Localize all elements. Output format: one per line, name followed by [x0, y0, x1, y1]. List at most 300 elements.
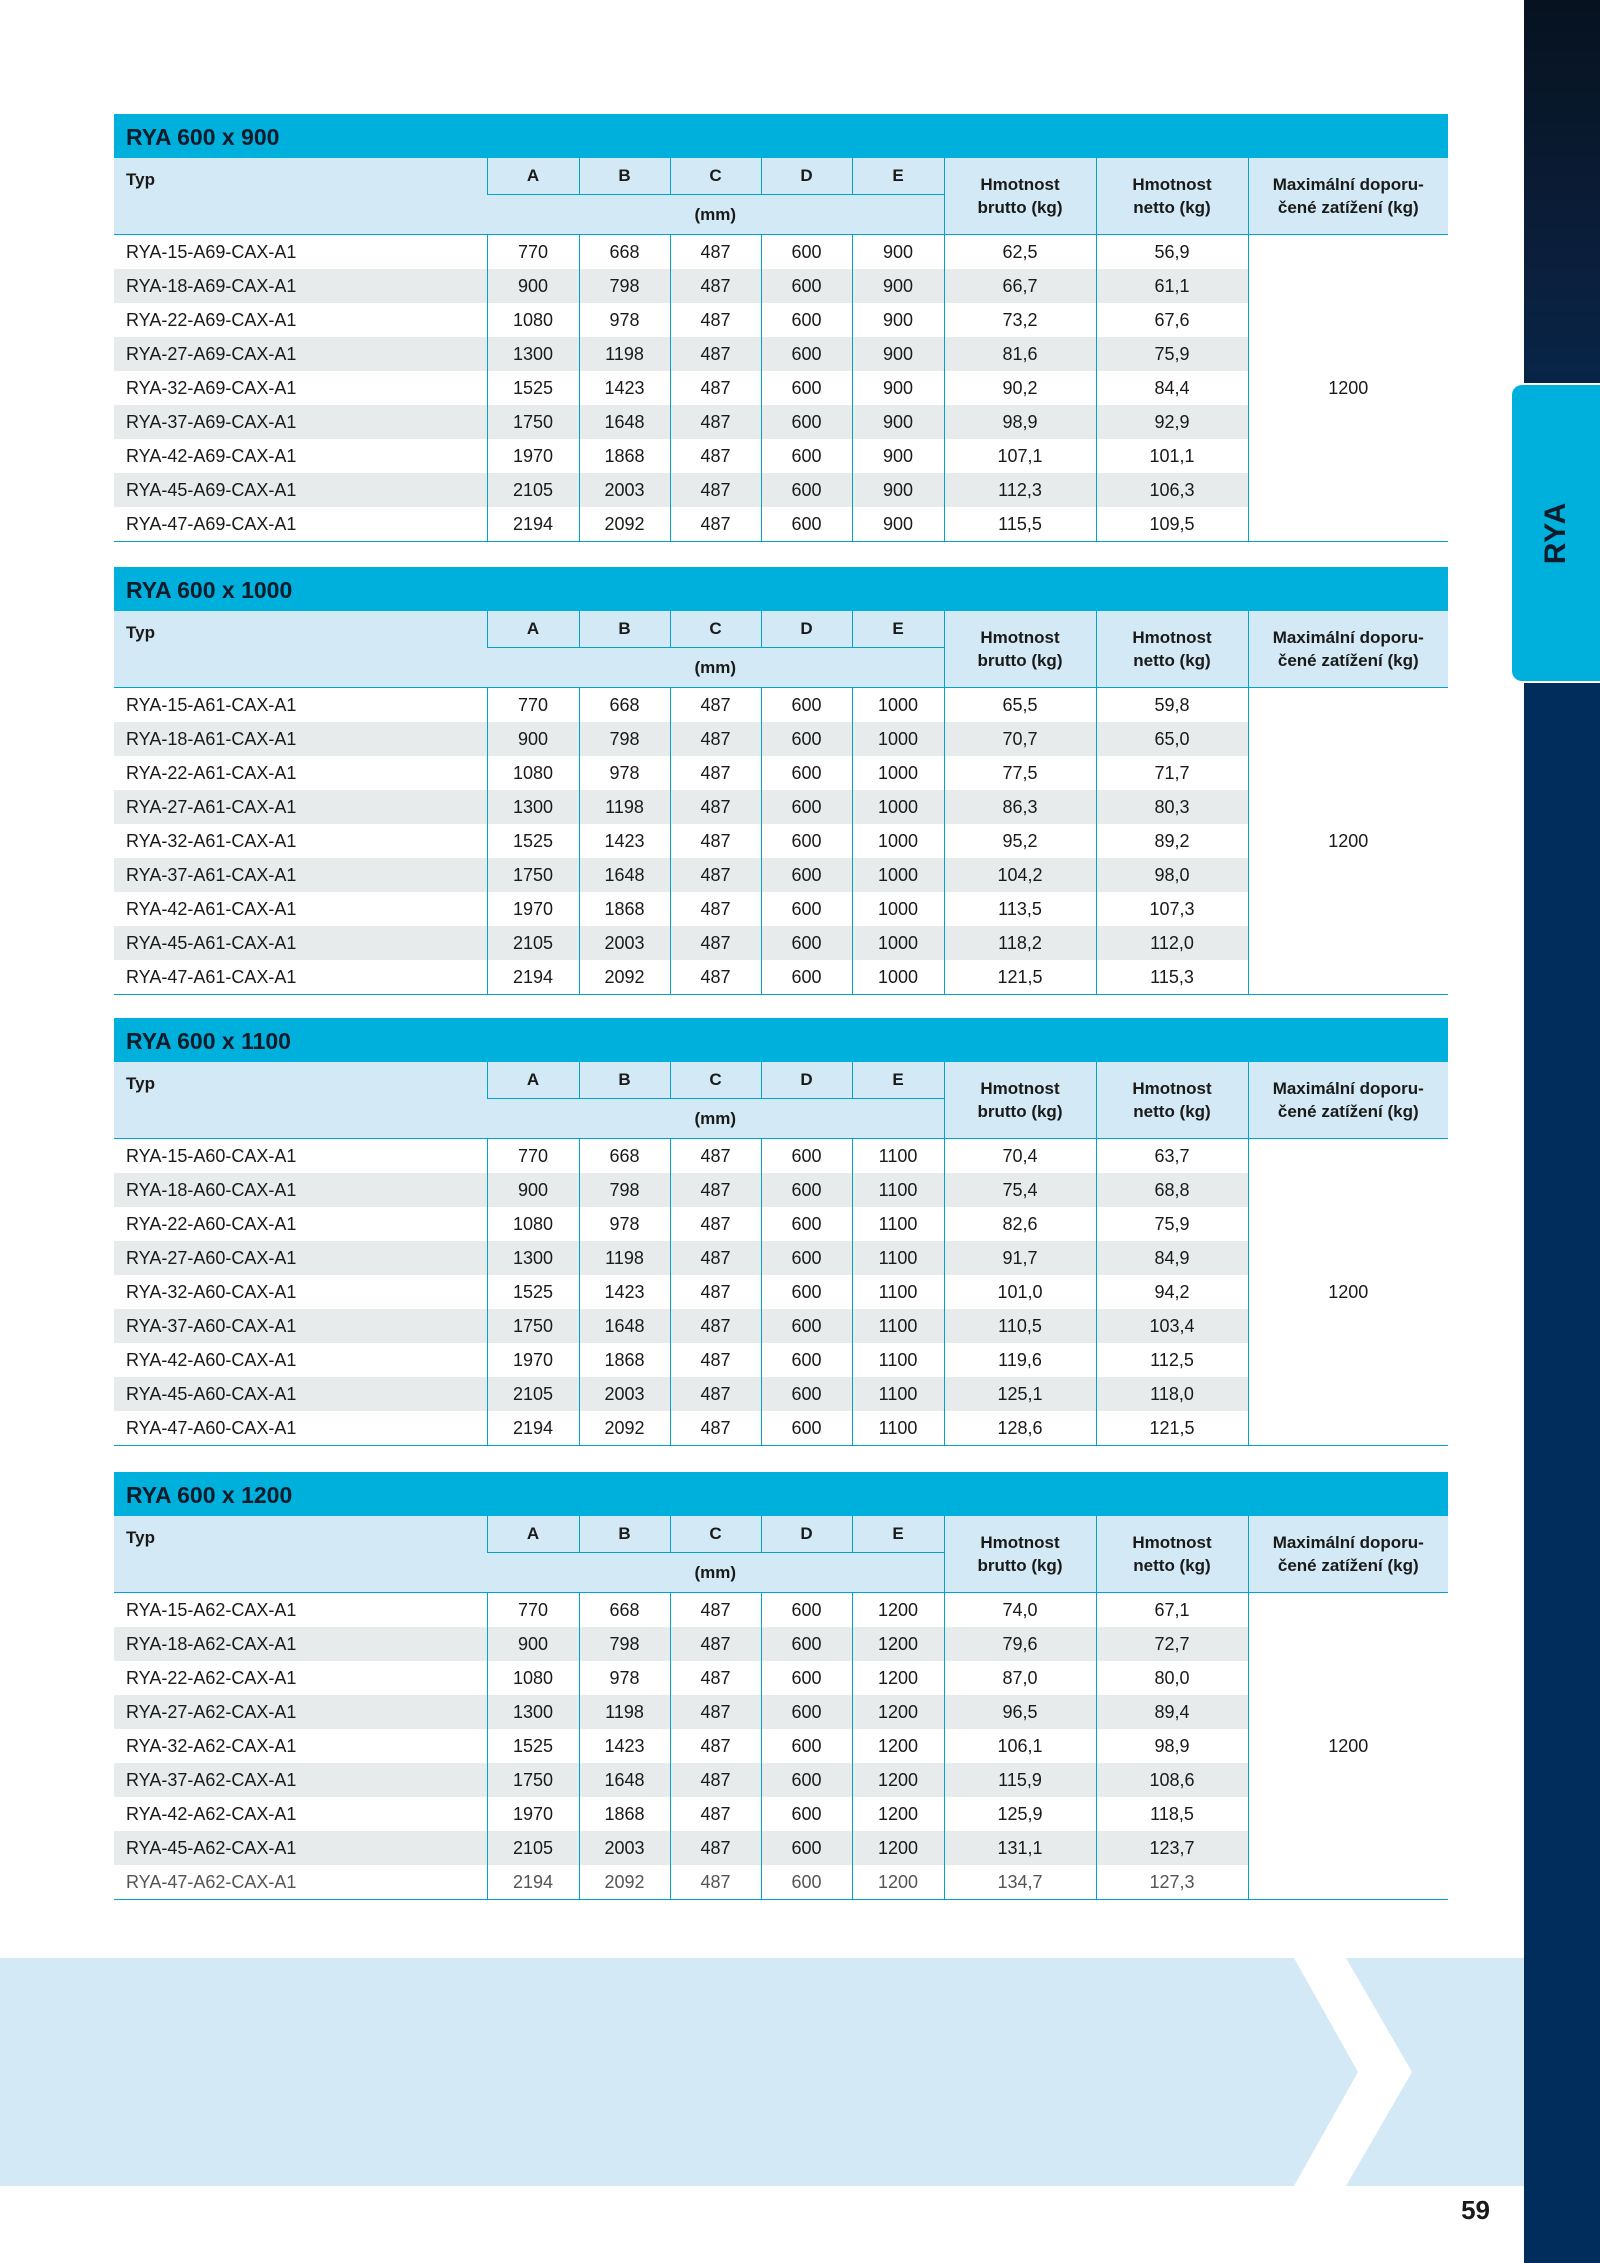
table-cell: 109,5 [1096, 507, 1248, 542]
table-cell: 118,0 [1096, 1377, 1248, 1411]
col-header-brutto [944, 611, 1096, 688]
table-row [114, 1343, 1448, 1377]
col-header-c: C [670, 611, 761, 648]
table-cell: 600 [761, 1763, 852, 1797]
table-cell: 1200 [852, 1729, 944, 1763]
table-cell: 600 [761, 1593, 852, 1628]
table-cell: 1200 [852, 1627, 944, 1661]
col-header-c: C [670, 1062, 761, 1099]
cell-type: RYA-47-A61-CAX-A1 [114, 960, 487, 995]
col-header-typ: Typ [114, 1062, 487, 1139]
col-header-brutto-line: Hmotnost [980, 1079, 1060, 1098]
table-cell: 900 [852, 405, 944, 439]
col-header-typ: Typ [114, 611, 487, 688]
table-cell: 600 [761, 1411, 852, 1446]
table-cell: 1300 [487, 337, 579, 371]
table-row [114, 1763, 1448, 1797]
col-header-max-load-line: Maximální doporu- [1272, 1079, 1424, 1098]
table-row [114, 1627, 1448, 1661]
table-cell: 118,5 [1096, 1797, 1248, 1831]
table-cell: 113,5 [944, 892, 1096, 926]
table-cell: 86,3 [944, 790, 1096, 824]
table-cell: 107,1 [944, 439, 1096, 473]
table-cell: 1970 [487, 892, 579, 926]
table-cell: 600 [761, 1797, 852, 1831]
table-cell: 73,2 [944, 303, 1096, 337]
table-cell: 1970 [487, 1343, 579, 1377]
table-cell: 82,6 [944, 1207, 1096, 1241]
table-cell: 798 [579, 1173, 670, 1207]
header-row [114, 1062, 1448, 1099]
table-cell: 600 [761, 926, 852, 960]
table-cell: 600 [761, 1695, 852, 1729]
col-header-max-load-line: Maximální doporu- [1272, 628, 1424, 647]
table-cell: 96,5 [944, 1695, 1096, 1729]
table-row [114, 1729, 1448, 1763]
cell-type: RYA-45-A60-CAX-A1 [114, 1377, 487, 1411]
table-cell: 1750 [487, 1309, 579, 1343]
table-cell: 1300 [487, 790, 579, 824]
table-cell: 101,1 [1096, 439, 1248, 473]
table-cell: 61,1 [1096, 269, 1248, 303]
table-cell: 1423 [579, 1275, 670, 1309]
col-header-d: D [761, 611, 852, 648]
table-cell: 487 [670, 1275, 761, 1309]
table-cell: 600 [761, 303, 852, 337]
cell-type: RYA-15-A62-CAX-A1 [126, 1599, 297, 1620]
table-cell: 1200 [852, 1593, 944, 1628]
spec-table-block [114, 567, 1448, 995]
table-row [114, 824, 1448, 858]
table-cell: 1198 [579, 790, 670, 824]
section-tab-label: RYA [1539, 501, 1572, 565]
table-cell: 600 [761, 1207, 852, 1241]
unit-label: (mm) [487, 1099, 944, 1139]
table-cell: 487 [670, 790, 761, 824]
table-cell: 600 [761, 688, 852, 723]
table-cell: 487 [670, 1593, 761, 1628]
max-load-cell: 1200 [1248, 688, 1448, 995]
table-row [114, 1593, 1448, 1628]
table-cell: 75,4 [944, 1173, 1096, 1207]
col-header-b: B [579, 1516, 670, 1553]
table-cell: 600 [761, 1139, 852, 1174]
table-cell: 770 [487, 1139, 579, 1174]
table-cell: 62,5 [944, 235, 1096, 270]
cell-type: RYA-32-A60-CAX-A1 [126, 1281, 297, 1302]
table-cell: 1100 [852, 1343, 944, 1377]
table-cell: 1080 [487, 303, 579, 337]
table-cell: 900 [487, 722, 579, 756]
cell-type: RYA-42-A60-CAX-A1 [126, 1349, 297, 1370]
table-cell: 66,7 [944, 269, 1096, 303]
table-cell: 2194 [487, 507, 579, 542]
table-cell: 1200 [852, 1831, 944, 1865]
table-cell: 110,5 [944, 1309, 1096, 1343]
table-cell: 600 [761, 1173, 852, 1207]
table-cell: 1100 [852, 1241, 944, 1275]
table-cell: 600 [761, 405, 852, 439]
table-cell: 65,5 [944, 688, 1096, 723]
table-cell: 112,5 [1096, 1343, 1248, 1377]
col-header-max-load [1248, 1516, 1448, 1593]
table-cell: 106,3 [1096, 473, 1248, 507]
col-header-max-load-line: čené zatížení (kg) [1277, 651, 1419, 670]
table-title: RYA 600 x 1100 [114, 1018, 1448, 1062]
table-cell: 1868 [579, 439, 670, 473]
table-title: RYA 600 x 1200 [114, 1472, 1448, 1516]
col-header-max-load [1248, 1062, 1448, 1139]
table-cell: 59,8 [1096, 688, 1248, 723]
table-cell: 1100 [852, 1377, 944, 1411]
table-cell: 600 [761, 507, 852, 542]
table-row [114, 1207, 1448, 1241]
cell-type: RYA-18-A69-CAX-A1 [114, 269, 487, 303]
page-number: 59 [1461, 2195, 1490, 2225]
cell-type: RYA-22-A62-CAX-A1 [126, 1667, 297, 1688]
table-cell: 487 [670, 439, 761, 473]
unit-label: (mm) [487, 1553, 944, 1593]
table-cell: 2003 [579, 1377, 670, 1411]
table-cell: 1000 [852, 688, 944, 723]
table-cell: 89,2 [1096, 824, 1248, 858]
table-cell: 2092 [579, 1411, 670, 1446]
table-cell: 1100 [852, 1411, 944, 1446]
table-cell: 2092 [579, 960, 670, 995]
table-cell: 1000 [852, 858, 944, 892]
header-row [114, 611, 1448, 648]
table-cell: 1200 [852, 1695, 944, 1729]
table-cell: 487 [670, 926, 761, 960]
table-cell: 106,1 [944, 1729, 1096, 1763]
table-cell: 65,0 [1096, 722, 1248, 756]
table-cell: 900 [487, 269, 579, 303]
table-cell: 1525 [487, 1275, 579, 1309]
col-header-max-load-line: čené zatížení (kg) [1277, 198, 1419, 217]
table-cell: 84,4 [1096, 371, 1248, 405]
table-cell: 1100 [852, 1173, 944, 1207]
table-cell: 487 [670, 722, 761, 756]
cell-type: RYA-47-A60-CAX-A1 [114, 1411, 487, 1446]
table-cell: 600 [761, 1627, 852, 1661]
table-cell: 1525 [487, 1729, 579, 1763]
table-cell: 487 [670, 824, 761, 858]
col-header-netto-line: Hmotnost [1132, 1079, 1212, 1098]
table-cell: 127,3 [1096, 1865, 1248, 1900]
table-cell: 600 [761, 269, 852, 303]
table-row [114, 269, 1448, 303]
table-cell: 600 [761, 756, 852, 790]
table-cell: 900 [852, 303, 944, 337]
table-cell: 600 [761, 1729, 852, 1763]
table-cell: 487 [670, 1729, 761, 1763]
table-cell: 98,0 [1096, 858, 1248, 892]
table-row [114, 1275, 1448, 1309]
table-cell: 2105 [487, 473, 579, 507]
table-cell: 487 [670, 1831, 761, 1865]
table-cell: 1970 [487, 1797, 579, 1831]
table-cell: 72,7 [1096, 1627, 1248, 1661]
table-cell: 1100 [852, 1139, 944, 1174]
col-header-netto-line: Hmotnost [1132, 175, 1212, 194]
table-cell: 900 [852, 507, 944, 542]
table-cell: 487 [670, 1627, 761, 1661]
cell-type: RYA-45-A61-CAX-A1 [114, 926, 487, 960]
table-cell: 798 [579, 269, 670, 303]
table-row [114, 1377, 1448, 1411]
table-cell: 84,9 [1096, 1241, 1248, 1275]
table-cell: 1423 [579, 371, 670, 405]
cell-type: RYA-27-A61-CAX-A1 [114, 790, 487, 824]
cell-type: RYA-15-A69-CAX-A1 [126, 241, 297, 262]
table-cell: 1750 [487, 1763, 579, 1797]
table-cell: 68,8 [1096, 1173, 1248, 1207]
spec-table [114, 158, 1448, 542]
table-cell: 600 [761, 1343, 852, 1377]
table-row [114, 1411, 1448, 1446]
cell-type: RYA-45-A62-CAX-A1 [114, 1831, 487, 1865]
table-cell: 123,7 [1096, 1831, 1248, 1865]
table-cell: 487 [670, 337, 761, 371]
cell-type: RYA-15-A61-CAX-A1 [126, 694, 297, 715]
table-cell: 600 [761, 858, 852, 892]
table-cell: 1970 [487, 439, 579, 473]
col-header-netto-line: netto (kg) [1133, 1556, 1211, 1575]
table-cell: 1868 [579, 1797, 670, 1831]
table-cell: 487 [670, 303, 761, 337]
col-header-c: C [670, 1516, 761, 1553]
cell-type: RYA-18-A62-CAX-A1 [114, 1627, 487, 1661]
table-cell: 1423 [579, 1729, 670, 1763]
table-cell: 125,9 [944, 1797, 1096, 1831]
table-cell: 668 [579, 688, 670, 723]
spec-table-block [114, 1018, 1448, 1446]
table-cell: 1000 [852, 790, 944, 824]
table-cell: 600 [761, 371, 852, 405]
table-row [114, 1241, 1448, 1275]
table-cell: 80,0 [1096, 1661, 1248, 1695]
table-cell: 487 [670, 507, 761, 542]
table-cell: 487 [670, 1139, 761, 1174]
table-cell: 87,0 [944, 1661, 1096, 1695]
table-cell: 600 [761, 790, 852, 824]
table-cell: 487 [670, 235, 761, 270]
col-header-brutto-line: brutto (kg) [977, 1556, 1063, 1575]
table-cell: 79,6 [944, 1627, 1096, 1661]
table-cell: 125,1 [944, 1377, 1096, 1411]
table-cell: 1000 [852, 756, 944, 790]
cell-type: RYA-27-A69-CAX-A1 [114, 337, 487, 371]
table-cell: 118,2 [944, 926, 1096, 960]
cell-type: RYA-37-A60-CAX-A1 [114, 1309, 487, 1343]
table-cell: 978 [579, 303, 670, 337]
table-cell: 668 [579, 1139, 670, 1174]
cell-type: RYA-47-A62-CAX-A1 [114, 1865, 487, 1900]
spec-table-block [114, 1472, 1448, 1900]
table-cell: 487 [670, 1797, 761, 1831]
col-header-a: A [487, 158, 579, 195]
table-row [114, 371, 1448, 405]
table-cell: 600 [761, 960, 852, 995]
cell-type: RYA-18-A61-CAX-A1 [114, 722, 487, 756]
cell-type: RYA-32-A69-CAX-A1 [126, 377, 297, 398]
table-cell: 2003 [579, 926, 670, 960]
table-cell: 487 [670, 1173, 761, 1207]
table-cell: 900 [852, 439, 944, 473]
table-cell: 487 [670, 1661, 761, 1695]
table-cell: 1080 [487, 1661, 579, 1695]
table-cell: 95,2 [944, 824, 1096, 858]
table-cell: 67,1 [1096, 1593, 1248, 1628]
col-header-netto-line: netto (kg) [1133, 1102, 1211, 1121]
cell-type: RYA-42-A61-CAX-A1 [126, 898, 297, 919]
table-cell: 103,4 [1096, 1309, 1248, 1343]
cell-type: RYA-32-A62-CAX-A1 [126, 1735, 297, 1756]
table-title: RYA 600 x 900 [114, 114, 1448, 158]
table-cell: 128,6 [944, 1411, 1096, 1446]
table-cell: 121,5 [1096, 1411, 1248, 1446]
col-header-brutto-line: Hmotnost [980, 628, 1060, 647]
col-header-max-load-line: Maximální doporu- [1272, 1533, 1424, 1552]
table-cell: 600 [761, 892, 852, 926]
table-cell: 900 [852, 269, 944, 303]
col-header-max-load-line: Maximální doporu- [1272, 175, 1424, 194]
table-cell: 2092 [579, 1865, 670, 1900]
cell-type: RYA-18-A60-CAX-A1 [114, 1173, 487, 1207]
table-cell: 70,7 [944, 722, 1096, 756]
col-header-typ: Typ [114, 1516, 487, 1593]
col-header-b: B [579, 1062, 670, 1099]
table-cell: 63,7 [1096, 1139, 1248, 1174]
table-cell: 1000 [852, 824, 944, 858]
table-row [114, 756, 1448, 790]
table-cell: 487 [670, 1411, 761, 1446]
table-row [114, 1695, 1448, 1729]
table-cell: 668 [579, 235, 670, 270]
table-cell: 487 [670, 405, 761, 439]
table-cell: 81,6 [944, 337, 1096, 371]
table-cell: 900 [852, 235, 944, 270]
col-header-netto-line: Hmotnost [1132, 1533, 1212, 1552]
table-cell: 798 [579, 1627, 670, 1661]
table-cell: 75,9 [1096, 337, 1248, 371]
table-cell: 600 [761, 1275, 852, 1309]
spec-table [114, 611, 1448, 995]
table-cell: 900 [852, 473, 944, 507]
section-tab[interactable] [1510, 383, 1600, 683]
table-cell: 108,6 [1096, 1763, 1248, 1797]
table-row [114, 337, 1448, 371]
col-header-max-load [1248, 158, 1448, 235]
table-cell: 487 [670, 371, 761, 405]
table-cell: 1100 [852, 1309, 944, 1343]
table-cell: 2003 [579, 473, 670, 507]
table-cell: 1200 [852, 1797, 944, 1831]
table-cell: 900 [852, 371, 944, 405]
table-cell: 487 [670, 858, 761, 892]
col-header-brutto [944, 1516, 1096, 1593]
cell-type: RYA-22-A69-CAX-A1 [126, 309, 297, 330]
table-cell: 94,2 [1096, 1275, 1248, 1309]
table-row [114, 473, 1448, 507]
table-cell: 112,3 [944, 473, 1096, 507]
table-cell: 1100 [852, 1207, 944, 1241]
table-cell: 668 [579, 1593, 670, 1628]
table-row [114, 926, 1448, 960]
col-header-brutto-line: brutto (kg) [977, 651, 1063, 670]
table-row [114, 1865, 1448, 1900]
table-cell: 70,4 [944, 1139, 1096, 1174]
spec-table-block [114, 114, 1448, 542]
table-cell: 131,1 [944, 1831, 1096, 1865]
col-header-typ: Typ [114, 158, 487, 235]
col-header-a: A [487, 1062, 579, 1099]
table-cell: 1648 [579, 405, 670, 439]
table-cell: 600 [761, 1309, 852, 1343]
table-cell: 1300 [487, 1695, 579, 1729]
col-header-a: A [487, 611, 579, 648]
col-header-brutto-line: brutto (kg) [977, 1102, 1063, 1121]
table-cell: 900 [852, 337, 944, 371]
table-cell: 107,3 [1096, 892, 1248, 926]
cell-type: RYA-37-A69-CAX-A1 [114, 405, 487, 439]
cell-type: RYA-22-A60-CAX-A1 [126, 1213, 297, 1234]
table-cell: 98,9 [944, 405, 1096, 439]
table-cell: 600 [761, 473, 852, 507]
table-cell: 80,3 [1096, 790, 1248, 824]
table-cell: 91,7 [944, 1241, 1096, 1275]
col-header-netto-line: netto (kg) [1133, 651, 1211, 670]
cell-type: RYA-37-A61-CAX-A1 [114, 858, 487, 892]
table-row [114, 1173, 1448, 1207]
table-cell: 487 [670, 756, 761, 790]
table-cell: 75,9 [1096, 1207, 1248, 1241]
table-cell: 1200 [852, 1865, 944, 1900]
table-cell: 1080 [487, 1207, 579, 1241]
header-row [114, 158, 1448, 195]
col-header-brutto [944, 158, 1096, 235]
col-header-netto-line: netto (kg) [1133, 198, 1211, 217]
table-cell: 98,9 [1096, 1729, 1248, 1763]
cell-type: RYA-22-A61-CAX-A1 [126, 762, 297, 783]
table-cell: 1300 [487, 1241, 579, 1275]
table-row [114, 892, 1448, 926]
table-cell: 600 [761, 1865, 852, 1900]
table-cell: 74,0 [944, 1593, 1096, 1628]
table-cell: 1000 [852, 722, 944, 756]
col-header-netto [1096, 1062, 1248, 1139]
table-cell: 90,2 [944, 371, 1096, 405]
table-cell: 104,2 [944, 858, 1096, 892]
table-cell: 1423 [579, 824, 670, 858]
table-row [114, 1661, 1448, 1695]
table-cell: 56,9 [1096, 235, 1248, 270]
cell-type: RYA-27-A62-CAX-A1 [114, 1695, 487, 1729]
col-header-e: E [852, 158, 944, 195]
table-cell: 2092 [579, 507, 670, 542]
table-cell: 2194 [487, 1865, 579, 1900]
cell-type: RYA-47-A69-CAX-A1 [114, 507, 487, 542]
table-cell: 487 [670, 269, 761, 303]
table-cell: 2105 [487, 1377, 579, 1411]
table-cell: 1525 [487, 371, 579, 405]
table-title: RYA 600 x 1000 [114, 567, 1448, 611]
table-cell: 2194 [487, 960, 579, 995]
table-cell: 2105 [487, 926, 579, 960]
table-cell: 1648 [579, 1309, 670, 1343]
table-cell: 770 [487, 235, 579, 270]
table-cell: 798 [579, 722, 670, 756]
